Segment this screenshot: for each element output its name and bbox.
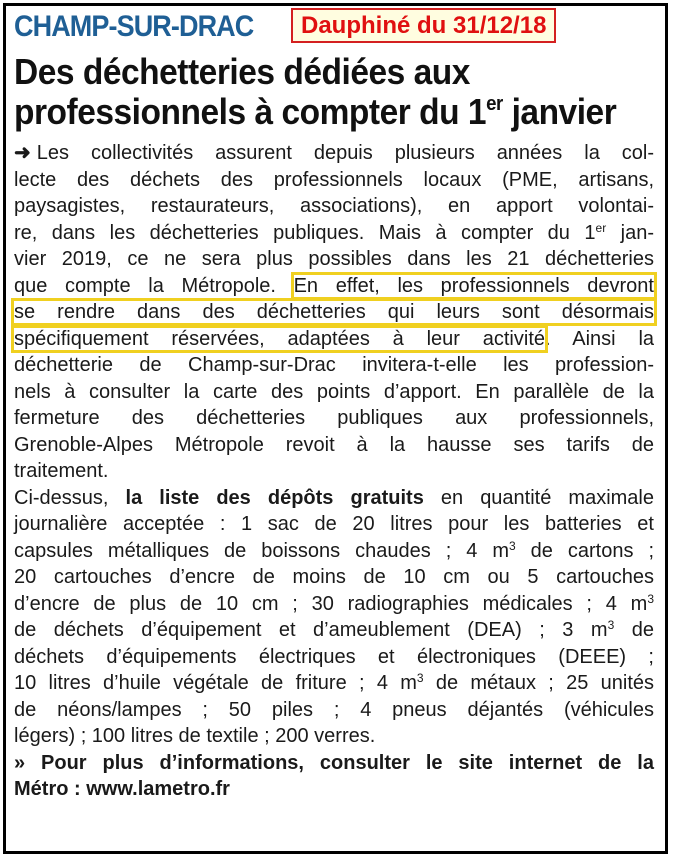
body-line [14,485,654,512]
section-label: CHAMP-SUR-DRAC [14,10,254,43]
body-text: que compte la Métropole. [14,274,294,297]
body-line: nels à consulter la carte des points d’apport. En parallèle de la [14,380,654,403]
article-header [14,8,654,48]
superscript: er [595,220,607,235]
body-line [14,538,654,565]
body-line: légers) ; 100 litres de textile ; 200 verres. [14,725,376,747]
body-text: . Ainsi la [545,327,655,350]
body-text: capsules métalliques de boissons chaudes ; 4 m [14,539,510,562]
body-text: en quantité maximale [423,486,654,509]
article-body [14,140,654,803]
body-text: d’encre de plus de 10 cm ; 30 radiographies médicales ; 4 m [14,592,648,615]
body-line: 20 cartouches d’encre de moins de 10 cm ou 5 cartouches [14,566,654,588]
superscript: 3 [416,671,424,685]
body-text: Ci-dessus, [14,486,126,509]
headline-line-2 [14,92,619,132]
body-text: Les collectivités assurent depuis plusieurs années la col- [36,142,654,164]
body-line: de néons/lampes ; 50 piles ; 4 pneus déjantés (véhicules [14,698,654,721]
body-line [14,140,654,167]
body-line [14,273,654,300]
headline-superscript: er [486,93,503,115]
body-line: paysagistes, restaurateurs, associations), en apport volontai- [14,195,654,217]
body-line: journalière acceptée : 1 sac de 20 litres pour les batteries et [14,513,654,535]
headline [14,52,619,132]
body-line [14,591,654,618]
body-line [14,617,654,644]
body-line: lecte des déchets des professionnels locaux (PME, artisans, [14,168,654,191]
body-text: de déchets d’équipement et d’ameublement (DEA) ; 3 m [14,619,608,641]
body-text: de métaux ; 25 unités [423,672,654,694]
body-line: vier 2019, ce ne sera plus possibles dans les 21 déchetteries [14,248,654,270]
body-line: déchetterie de Champ-sur-Drac invitera-t-elle les profession- [14,354,654,376]
body-line: Grenoble-Alpes Métropole revoit à la hausse ses tarifs de [14,433,654,456]
superscript: 3 [509,538,516,553]
superscript: 3 [647,591,654,606]
body-line: traitement. [14,460,109,482]
body-text: re, dans les déchetteries publiques. Mais à compter du 1 [14,221,596,244]
body-text: jan- [606,221,654,244]
body-line [14,326,654,353]
body-line [14,220,654,247]
body-line: fermeture des déchetteries publiques aux professionnels, [14,407,654,429]
headline-text: janvier [502,91,617,132]
highlighted-text: spécifiquement réservées, adaptées à leur activité [14,327,545,350]
superscript: 3 [607,618,615,632]
body-line-info: » Pour plus d’informations, consulter le site internet de la [14,751,654,774]
body-line [14,299,654,326]
source-stamp: Dauphiné du 31/12/18 [291,8,556,43]
body-text: de [614,619,654,641]
headline-line-1: Des déchetteries dédiées aux [14,51,470,92]
body-text: de cartons ; [515,539,654,562]
body-line-website: Métro : www.lametro.fr [14,778,230,800]
bold-text: la liste des dépôts gratuits [125,486,424,509]
arrow-right-icon: ➜ [14,142,31,164]
highlighted-text: se rendre dans des déchetteries qui leurs sont désormais [14,301,654,323]
headline-text: professionnels à compter du 1 [14,91,487,132]
body-line [14,670,654,697]
highlighted-text: En effet, les professionnels devront [293,274,654,297]
body-line: déchets d’équipements électriques et électroniques (DEEE) ; [14,645,654,668]
body-text: 10 litres d’huile végétale de friture ; 4 m [14,672,417,694]
